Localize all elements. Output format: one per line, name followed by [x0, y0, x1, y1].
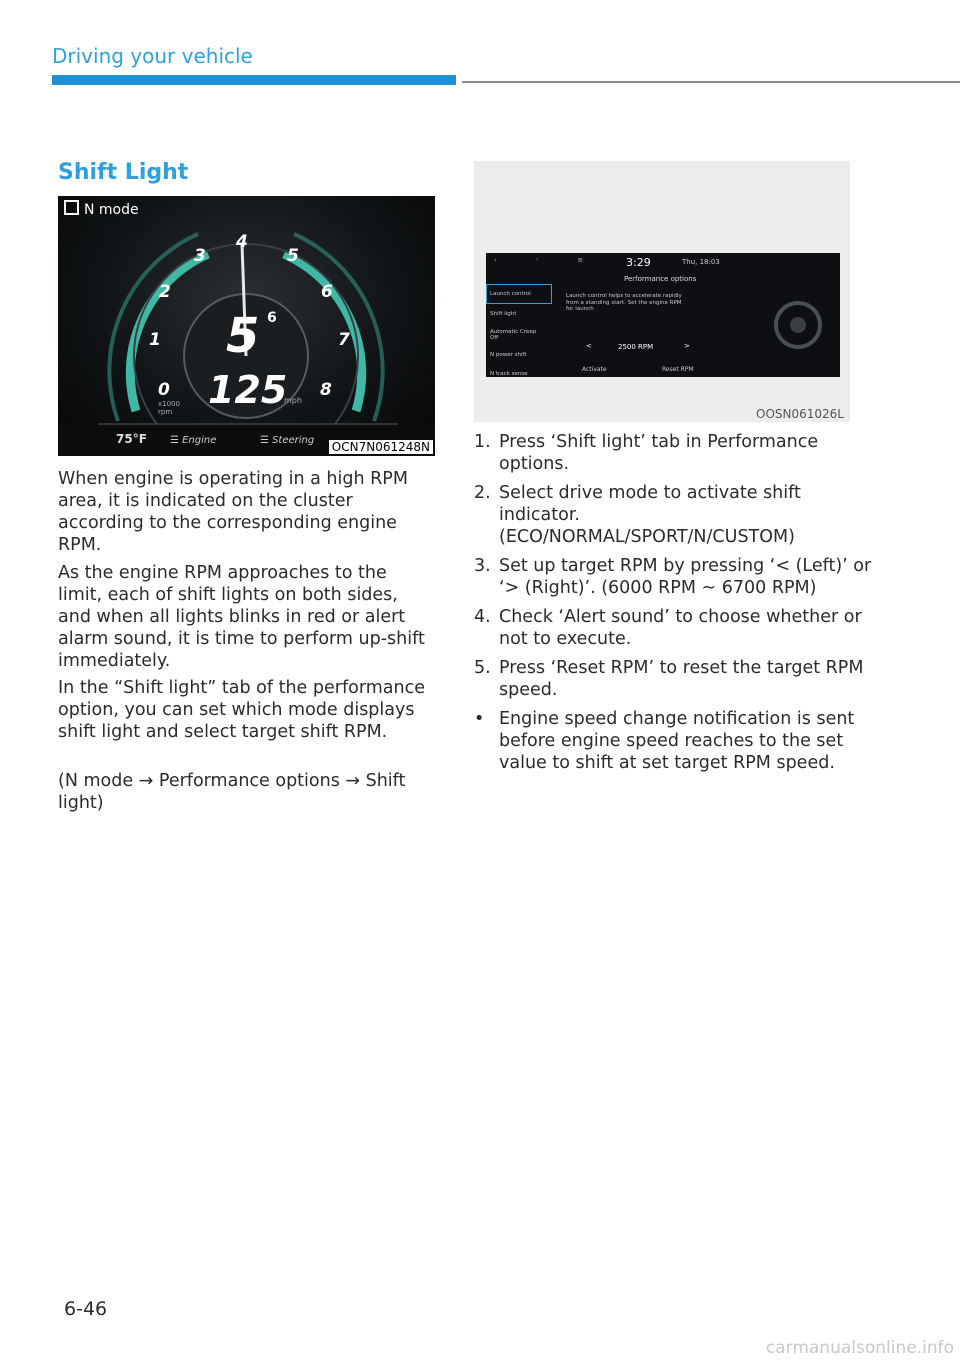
step-text: Check ‘Alert sound’ to choose whether or not to execute. — [499, 607, 862, 649]
paragraph-tab: In the “Shift light” tab of the performance option, you can set which mode displays shift light and select target shift RPM. — [58, 678, 425, 742]
checkbox-icon — [64, 200, 79, 215]
page-number: 6-46 — [64, 1298, 108, 1320]
menu-item-launch-control[interactable]: Launch control — [490, 291, 531, 297]
step-item — [474, 431, 874, 475]
step-marker: 1. — [474, 432, 491, 452]
step-marker: 4. — [474, 607, 491, 627]
screen-title: Performance options — [624, 275, 697, 283]
tick-1: 1 — [149, 330, 161, 350]
menu-item-n-power-shift[interactable]: N power shift — [490, 352, 527, 358]
menu-icon: ☰ — [260, 435, 273, 446]
tick-2: 2 — [159, 282, 171, 302]
steering-label: ☰ Steering — [260, 435, 315, 446]
header-rule — [462, 81, 960, 83]
steps-list — [474, 431, 874, 781]
tick-4: 4 — [236, 232, 248, 252]
reset-rpm-button[interactable]: Reset RPM — [662, 366, 694, 373]
step-item — [474, 657, 874, 701]
paragraph-limit: As the engine RPM approaches to the limit, each of shift lights on both sides, and when all lights blinks in red or alert alarm sound, it is time to perform up-shift immediately. — [58, 563, 425, 671]
section-title: Driving your vehicle — [52, 44, 253, 68]
step-item — [474, 708, 874, 774]
menu-item-automatic-creep-off[interactable]: Automatic Creep Off — [490, 329, 537, 341]
paragraph-path: (N mode → Performance options → Shift light) — [58, 771, 406, 813]
screen-date: Thu, 18:03 — [682, 258, 720, 266]
step-item — [474, 555, 874, 599]
menu-icon: ☰ — [170, 435, 183, 446]
paragraph-intro: When engine is operating in a high RPM area, it is indicated on the cluster according to the corresponding engine RPM. — [58, 469, 408, 555]
mode-label: N mode — [64, 200, 139, 218]
temperature-readout: 75°F — [116, 432, 147, 446]
tick-8: 8 — [320, 380, 332, 400]
rpm-value: 2500 RPM — [618, 343, 654, 351]
tick-0: 0 — [158, 380, 170, 400]
image-code: OCN7N061248N — [329, 440, 433, 454]
rpm-label: x1000 rpm — [158, 400, 180, 416]
performance-screen — [486, 253, 840, 377]
engine-label: ☰ Engine — [170, 435, 217, 446]
step-marker: • — [474, 709, 485, 729]
step-marker: 5. — [474, 658, 491, 678]
increase-button[interactable]: > — [684, 342, 690, 350]
menu-item-shift-light[interactable]: Shift light — [490, 311, 517, 317]
decrease-button[interactable]: < — [586, 342, 592, 350]
activate-button[interactable]: Activate — [582, 366, 607, 373]
step-item — [474, 482, 874, 548]
step-text: Engine speed change notification is sent before engine speed reaches to the set value to shift at set target RPM speed. — [499, 709, 855, 773]
nav-icons: ‹ ◦ ≡ — [494, 256, 602, 264]
header-bar — [52, 75, 456, 85]
tick-5: 5 — [287, 246, 299, 266]
step-text: Select drive mode to activate shift indicator. (ECO/NORMAL/SPORT/N/CUSTOM) — [499, 483, 801, 547]
tick-6: 6 — [321, 282, 333, 302]
watermark: carmanualsonline.info — [765, 1338, 954, 1358]
next-gear-indicator: 6 — [267, 310, 277, 326]
image-code: OOSN061026L — [756, 407, 844, 421]
step-marker: 3. — [474, 556, 491, 576]
gear-indicator: 5 — [226, 308, 260, 364]
step-item — [474, 606, 874, 650]
tick-3: 3 — [194, 246, 206, 266]
speed-readout: 125 — [208, 368, 288, 412]
tick-7: 7 — [338, 330, 350, 350]
menu-item-n-track-sense[interactable]: N track sense — [490, 371, 528, 377]
speed-unit: mph — [284, 396, 302, 405]
option-description: Launch control helps to accelerate rapidly from a standing start. Set the engine RPM for launch — [566, 293, 682, 312]
step-text: Set up target RPM by pressing ‘< (Left)’ or ‘> (Right)’. (6000 RPM ~ 6700 RPM) — [499, 556, 872, 598]
page-heading: Shift Light — [58, 160, 189, 185]
step-marker: 2. — [474, 483, 491, 503]
step-text: Press ‘Reset RPM’ to reset the target RPM speed. — [499, 658, 864, 700]
step-text: Press ‘Shift light’ tab in Performance options. — [499, 432, 819, 474]
cluster-image — [58, 196, 435, 456]
steering-wheel-graphic — [758, 275, 838, 355]
performance-options-image — [474, 161, 850, 422]
screen-time: 3:29 — [626, 256, 651, 269]
